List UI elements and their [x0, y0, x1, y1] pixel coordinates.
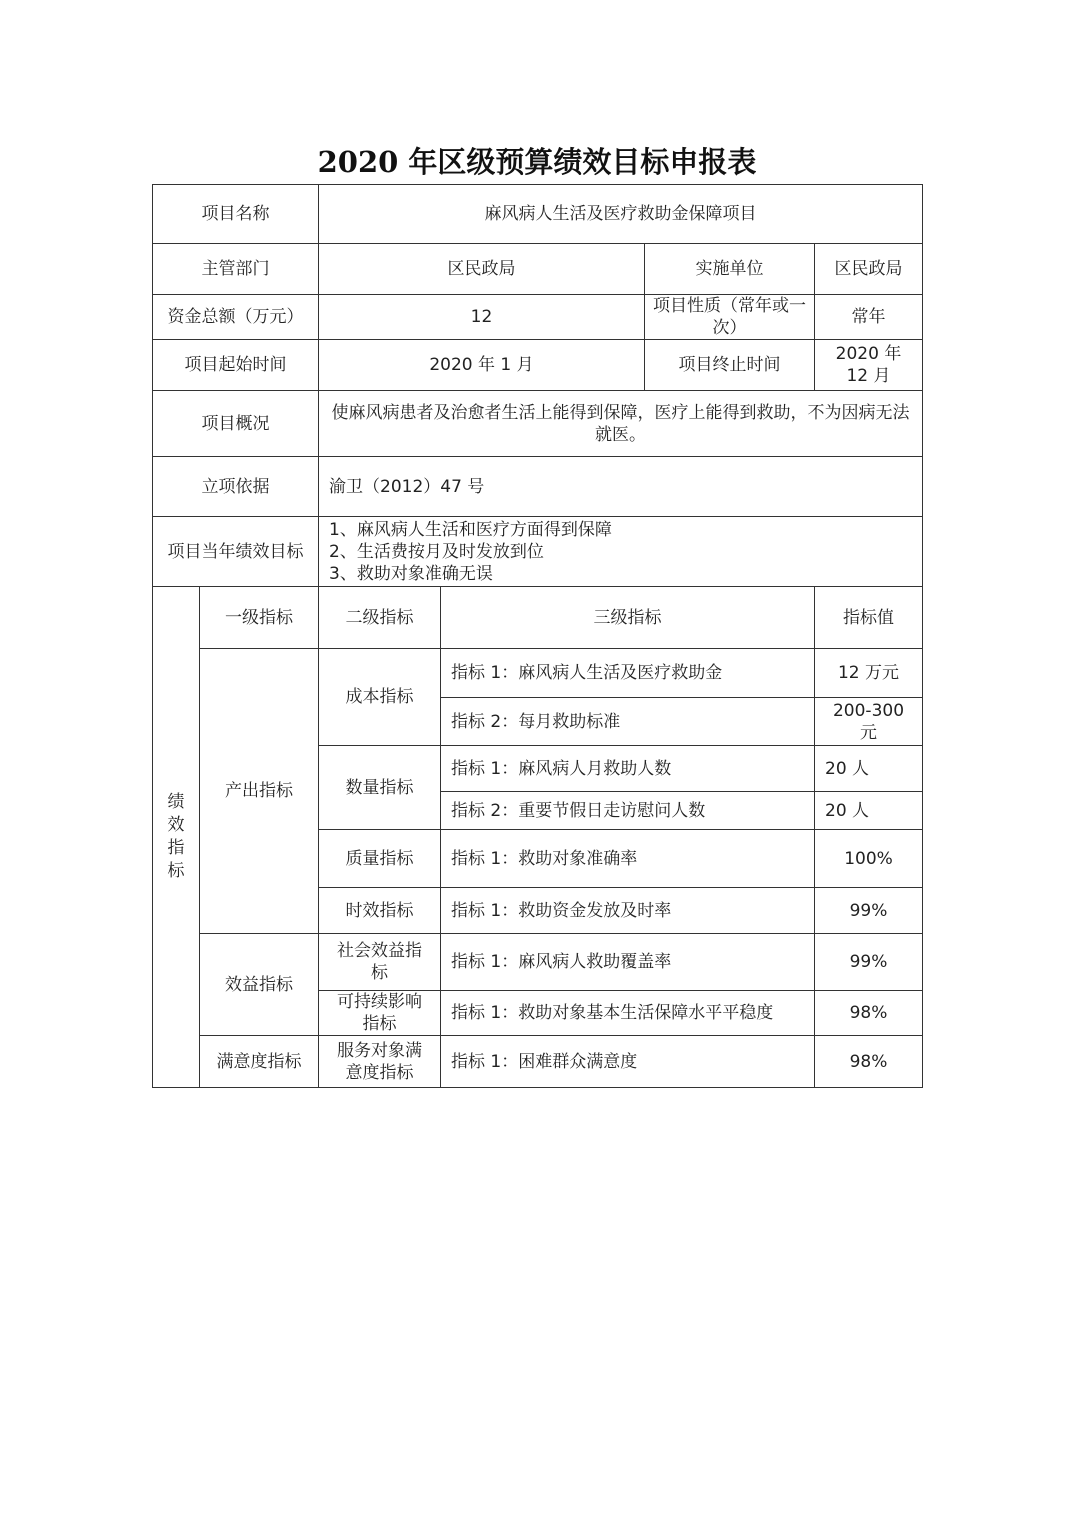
goal-item: 2、生活费按月及时发放到位 [329, 541, 544, 562]
row-service [153, 1036, 923, 1088]
timeliness-indicator-1: 指标 1：救助资金发放及时率 [441, 888, 815, 934]
output-indicator-label: 产出指标 [200, 649, 319, 934]
department-label: 主管部门 [153, 244, 319, 295]
row-annual-goals [153, 517, 923, 587]
row-dates [153, 340, 923, 391]
basis-label: 立项依据 [153, 457, 319, 517]
budget-form-table [152, 184, 923, 1088]
quality-value-1: 100% [815, 830, 923, 888]
total-funds-value: 12 [319, 295, 645, 340]
quantity-value-1: 20 人 [815, 746, 923, 792]
start-time-value: 2020 年 1 月 [319, 340, 645, 391]
quality-indicator-1: 指标 1：救助对象准确率 [441, 830, 815, 888]
goal-item: 1、麻风病人生活和医疗方面得到保障 [329, 519, 612, 540]
project-nature-value: 常年 [815, 295, 923, 340]
row-project-name [153, 185, 923, 244]
service-indicator-1: 指标 1：困难群众满意度 [441, 1036, 815, 1088]
row-cost-1 [153, 649, 923, 698]
timeliness-value-1: 99% [815, 888, 923, 934]
social-value-1: 99% [815, 934, 923, 991]
cost-indicator-1: 指标 1：麻风病人生活及医疗救助金 [441, 649, 815, 698]
overview-value: 使麻风病患者及治愈者生活上能得到保障，医疗上能得到救助，不为因病无法就医。 [319, 391, 923, 457]
indicators-section-label: 绩效指标 [153, 587, 200, 1088]
start-time-label: 项目起始时间 [153, 340, 319, 391]
header-level1: 一级指标 [200, 587, 319, 649]
quantity-value-2: 20 人 [815, 792, 923, 830]
satisfaction-indicator-label: 满意度指标 [200, 1036, 319, 1088]
cost-indicator-2: 指标 2：每月救助标准 [441, 698, 815, 746]
row-overview [153, 391, 923, 457]
goal-item: 3、救助对象准确无误 [329, 563, 493, 584]
project-name-label: 项目名称 [153, 185, 319, 244]
department-value: 区民政局 [319, 244, 645, 295]
header-value: 指标值 [815, 587, 923, 649]
page-title: 2020 年区级预算绩效目标申报表 [317, 145, 757, 179]
timeliness-indicator-label: 时效指标 [319, 888, 441, 934]
row-social [153, 934, 923, 991]
header-level3: 三级指标 [441, 587, 815, 649]
benefit-indicator-label: 效益指标 [200, 934, 319, 1036]
sustainable-indicator-1: 指标 1：救助对象基本生活保障水平平稳度 [441, 991, 815, 1036]
quantity-indicator-1: 指标 1：麻风病人月救助人数 [441, 746, 815, 792]
sustainable-value-1: 98% [815, 991, 923, 1036]
project-name-value: 麻风病人生活及医疗救助金保障项目 [319, 185, 923, 244]
end-time-value: 2020 年 12 月 [815, 340, 923, 391]
quantity-indicator-2: 指标 2：重要节假日走访慰问人数 [441, 792, 815, 830]
service-value-1: 98% [815, 1036, 923, 1088]
annual-goals-label: 项目当年绩效目标 [153, 517, 319, 587]
cost-value-1: 12 万元 [815, 649, 923, 698]
total-funds-label: 资金总额（万元） [153, 295, 319, 340]
cost-indicator-label: 成本指标 [319, 649, 441, 746]
cost-value-2: 200-300 元 [815, 698, 923, 746]
quantity-indicator-label: 数量指标 [319, 746, 441, 830]
header-level2: 二级指标 [319, 587, 441, 649]
row-indicator-headers [153, 587, 923, 649]
end-time-label: 项目终止时间 [645, 340, 815, 391]
row-basis [153, 457, 923, 517]
social-indicator-1: 指标 1：麻风病人救助覆盖率 [441, 934, 815, 991]
quality-indicator-label: 质量指标 [319, 830, 441, 888]
implementer-label: 实施单位 [645, 244, 815, 295]
service-indicator-label: 服务对象满意度指标 [319, 1036, 441, 1088]
social-indicator-label: 社会效益指标 [319, 934, 441, 991]
annual-goals-list [319, 517, 923, 587]
implementer-value: 区民政局 [815, 244, 923, 295]
sustainable-indicator-label: 可持续影响指标 [319, 991, 441, 1036]
project-nature-label: 项目性质（常年或一次） [645, 295, 815, 340]
row-funds [153, 295, 923, 340]
overview-label: 项目概况 [153, 391, 319, 457]
row-department [153, 244, 923, 295]
basis-value: 渝卫（2012）47 号 [319, 457, 923, 517]
